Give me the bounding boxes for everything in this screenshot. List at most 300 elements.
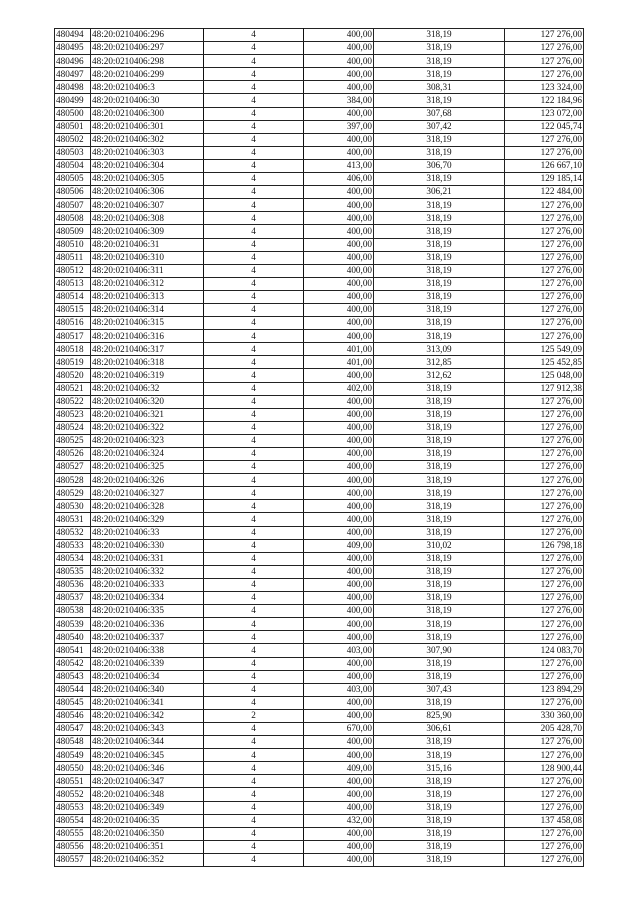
rate-value: 318,19: [374, 853, 505, 866]
table-row: [55, 421, 584, 434]
cadastral-number: 48:20:0210406:301: [91, 120, 204, 133]
area-value: 400,00: [304, 264, 374, 277]
count-value: 4: [204, 238, 304, 251]
cadastral-number: 48:20:0210406:349: [91, 801, 204, 814]
table-row: [55, 500, 584, 513]
table-row: [55, 683, 584, 696]
cadastral-number: 48:20:0210406:346: [91, 762, 204, 775]
rate-value: 318,19: [374, 212, 505, 225]
rate-value: 318,19: [374, 29, 505, 42]
row-number: 480550: [55, 762, 91, 775]
cadastral-number: 48:20:0210406:31: [91, 238, 204, 251]
count-value: 4: [204, 539, 304, 552]
table-row: [55, 592, 584, 605]
cadastral-number: 48:20:0210406:323: [91, 434, 204, 447]
cadastral-number: 48:20:0210406:318: [91, 356, 204, 369]
table-row: [55, 94, 584, 107]
rate-value: 318,19: [374, 775, 505, 788]
cadastral-number: 48:20:0210406:345: [91, 749, 204, 762]
count-value: 4: [204, 840, 304, 853]
cadastral-number: 48:20:0210406:33: [91, 526, 204, 539]
cadastral-number: 48:20:0210406:297: [91, 42, 204, 55]
count-value: 4: [204, 356, 304, 369]
table-row: [55, 827, 584, 840]
rate-value: 307,90: [374, 644, 505, 657]
cadastral-number: 48:20:0210406:309: [91, 225, 204, 238]
area-value: 400,00: [304, 500, 374, 513]
total-value: 125 048,00: [505, 369, 584, 382]
cadastral-number: 48:20:0210406:310: [91, 251, 204, 264]
count-value: 4: [204, 762, 304, 775]
rate-value: 318,19: [374, 801, 505, 814]
table-row: [55, 343, 584, 356]
count-value: 4: [204, 644, 304, 657]
cadastral-number: 48:20:0210406:302: [91, 133, 204, 146]
count-value: 4: [204, 801, 304, 814]
area-value: 400,00: [304, 303, 374, 316]
cadastral-number: 48:20:0210406:306: [91, 186, 204, 199]
total-value: 127 276,00: [505, 434, 584, 447]
total-value: 127 276,00: [505, 277, 584, 290]
rate-value: 308,31: [374, 81, 505, 94]
row-number: 480498: [55, 81, 91, 94]
count-value: 4: [204, 42, 304, 55]
count-value: 4: [204, 186, 304, 199]
total-value: 126 798,18: [505, 539, 584, 552]
table-row: [55, 644, 584, 657]
total-value: 127 276,00: [505, 827, 584, 840]
count-value: 4: [204, 578, 304, 591]
table-row: [55, 55, 584, 68]
cadastral-number: 48:20:0210406:325: [91, 461, 204, 474]
table-row: [55, 133, 584, 146]
table-row: [55, 264, 584, 277]
total-value: 127 276,00: [505, 225, 584, 238]
cadastral-number: 48:20:0210406:348: [91, 788, 204, 801]
row-number: 480514: [55, 290, 91, 303]
count-value: 4: [204, 696, 304, 709]
area-value: 400,00: [304, 29, 374, 42]
rate-value: 310,02: [374, 539, 505, 552]
total-value: 127 276,00: [505, 605, 584, 618]
area-value: 400,00: [304, 146, 374, 159]
count-value: 4: [204, 317, 304, 330]
area-value: 400,00: [304, 107, 374, 120]
row-number: 480533: [55, 539, 91, 552]
area-value: 400,00: [304, 369, 374, 382]
total-value: 125 549,09: [505, 343, 584, 356]
table-row: [55, 186, 584, 199]
cadastral-number: 48:20:0210406:319: [91, 369, 204, 382]
rate-value: 318,19: [374, 461, 505, 474]
area-value: 400,00: [304, 199, 374, 212]
table-row: [55, 356, 584, 369]
table-row: [55, 605, 584, 618]
cadastral-number: 48:20:0210406:315: [91, 317, 204, 330]
row-number: 480525: [55, 434, 91, 447]
cadastral-number: 48:20:0210406:342: [91, 709, 204, 722]
table-row: [55, 448, 584, 461]
total-value: 127 276,00: [505, 461, 584, 474]
row-number: 480557: [55, 853, 91, 866]
rate-value: 318,19: [374, 238, 505, 251]
total-value: 127 276,00: [505, 657, 584, 670]
count-value: 4: [204, 814, 304, 827]
rate-value: 318,19: [374, 578, 505, 591]
row-number: 480505: [55, 173, 91, 186]
count-value: 4: [204, 29, 304, 42]
row-number: 480520: [55, 369, 91, 382]
total-value: 205 428,70: [505, 722, 584, 735]
area-value: 670,00: [304, 722, 374, 735]
table-row: [55, 68, 584, 81]
table-row: [55, 801, 584, 814]
table-row: [55, 840, 584, 853]
row-number: 480522: [55, 395, 91, 408]
area-value: 409,00: [304, 762, 374, 775]
cadastral-number: 48:20:0210406:321: [91, 408, 204, 421]
table-row: [55, 159, 584, 172]
area-value: 400,00: [304, 290, 374, 303]
row-number: 480510: [55, 238, 91, 251]
table-row: [55, 814, 584, 827]
table-row: [55, 539, 584, 552]
area-value: 400,00: [304, 526, 374, 539]
rate-value: 307,42: [374, 120, 505, 133]
row-number: 480544: [55, 683, 91, 696]
row-number: 480526: [55, 448, 91, 461]
row-number: 480516: [55, 317, 91, 330]
cadastral-number: 48:20:0210406:30: [91, 94, 204, 107]
area-value: 403,00: [304, 644, 374, 657]
count-value: 4: [204, 159, 304, 172]
rate-value: 318,19: [374, 631, 505, 644]
area-value: 400,00: [304, 42, 374, 55]
cadastral-number: 48:20:0210406:317: [91, 343, 204, 356]
cadastral-number: 48:20:0210406:347: [91, 775, 204, 788]
total-value: 129 185,14: [505, 173, 584, 186]
row-number: 480527: [55, 461, 91, 474]
area-value: 400,00: [304, 238, 374, 251]
area-value: 400,00: [304, 552, 374, 565]
table-row: [55, 775, 584, 788]
table-row: [55, 618, 584, 631]
table-row: [55, 238, 584, 251]
cadastral-number: 48:20:0210406:344: [91, 736, 204, 749]
table-row: [55, 303, 584, 316]
area-value: 400,00: [304, 827, 374, 840]
count-value: 4: [204, 513, 304, 526]
row-number: 480547: [55, 722, 91, 735]
cadastral-number: 48:20:0210406:341: [91, 696, 204, 709]
table-row: [55, 29, 584, 42]
area-value: 400,00: [304, 448, 374, 461]
row-number: 480554: [55, 814, 91, 827]
rate-value: 315,16: [374, 762, 505, 775]
table-row: [55, 657, 584, 670]
count-value: 4: [204, 107, 304, 120]
row-number: 480497: [55, 68, 91, 81]
table-row: [55, 709, 584, 722]
table-row: [55, 199, 584, 212]
area-value: 400,00: [304, 474, 374, 487]
cadastral-number: 48:20:0210406:304: [91, 159, 204, 172]
rate-value: 306,21: [374, 186, 505, 199]
count-value: 4: [204, 133, 304, 146]
row-number: 480543: [55, 670, 91, 683]
total-value: 127 276,00: [505, 42, 584, 55]
count-value: 4: [204, 683, 304, 696]
row-number: 480508: [55, 212, 91, 225]
cadastral-number: 48:20:0210406:308: [91, 212, 204, 225]
table-row: [55, 369, 584, 382]
row-number: 480519: [55, 356, 91, 369]
count-value: 4: [204, 330, 304, 343]
row-number: 480555: [55, 827, 91, 840]
total-value: 127 276,00: [505, 749, 584, 762]
cadastral-number: 48:20:0210406:326: [91, 474, 204, 487]
table-row: [55, 513, 584, 526]
count-value: 4: [204, 55, 304, 68]
row-number: 480521: [55, 382, 91, 395]
area-value: 400,00: [304, 605, 374, 618]
total-value: 123 072,00: [505, 107, 584, 120]
area-value: 400,00: [304, 133, 374, 146]
area-value: 400,00: [304, 212, 374, 225]
count-value: 4: [204, 225, 304, 238]
rate-value: 318,19: [374, 474, 505, 487]
count-value: 4: [204, 448, 304, 461]
row-number: 480542: [55, 657, 91, 670]
table-body: [55, 29, 584, 867]
count-value: 4: [204, 173, 304, 186]
table-row: [55, 749, 584, 762]
row-number: 480549: [55, 749, 91, 762]
total-value: 127 276,00: [505, 29, 584, 42]
row-number: 480531: [55, 513, 91, 526]
rate-value: 318,19: [374, 264, 505, 277]
total-value: 127 276,00: [505, 133, 584, 146]
cadastral-number: 48:20:0210406:316: [91, 330, 204, 343]
area-value: 400,00: [304, 696, 374, 709]
rate-value: 318,19: [374, 173, 505, 186]
row-number: 480501: [55, 120, 91, 133]
table-row: [55, 120, 584, 133]
total-value: 127 276,00: [505, 487, 584, 500]
area-value: 400,00: [304, 631, 374, 644]
cadastral-number: 48:20:0210406:35: [91, 814, 204, 827]
rate-value: 318,19: [374, 814, 505, 827]
area-value: 397,00: [304, 120, 374, 133]
area-value: 400,00: [304, 487, 374, 500]
area-value: 400,00: [304, 592, 374, 605]
count-value: 4: [204, 565, 304, 578]
total-value: 127 276,00: [505, 146, 584, 159]
area-value: 400,00: [304, 513, 374, 526]
count-value: 4: [204, 736, 304, 749]
cadastral-number: 48:20:0210406:3: [91, 81, 204, 94]
rate-value: 318,19: [374, 526, 505, 539]
row-number: 480495: [55, 42, 91, 55]
area-value: 400,00: [304, 395, 374, 408]
total-value: 137 458,08: [505, 814, 584, 827]
cadastral-number: 48:20:0210406:334: [91, 592, 204, 605]
area-value: 400,00: [304, 55, 374, 68]
cadastral-number: 48:20:0210406:330: [91, 539, 204, 552]
table-row: [55, 487, 584, 500]
table-row: [55, 552, 584, 565]
cadastral-number: 48:20:0210406:314: [91, 303, 204, 316]
row-number: 480551: [55, 775, 91, 788]
table-row: [55, 173, 584, 186]
rate-value: 318,19: [374, 395, 505, 408]
cadastral-number: 48:20:0210406:305: [91, 173, 204, 186]
cadastral-number: 48:20:0210406:350: [91, 827, 204, 840]
area-value: 400,00: [304, 618, 374, 631]
count-value: 4: [204, 605, 304, 618]
total-value: 127 276,00: [505, 578, 584, 591]
row-number: 480538: [55, 605, 91, 618]
total-value: 127 276,00: [505, 448, 584, 461]
table-row: [55, 670, 584, 683]
cadastral-number: 48:20:0210406:324: [91, 448, 204, 461]
table-row: [55, 251, 584, 264]
row-number: 480545: [55, 696, 91, 709]
total-value: 127 276,00: [505, 55, 584, 68]
count-value: 4: [204, 827, 304, 840]
cadastral-number: 48:20:0210406:300: [91, 107, 204, 120]
rate-value: 318,19: [374, 382, 505, 395]
table-row: [55, 762, 584, 775]
total-value: 127 276,00: [505, 251, 584, 264]
total-value: 127 276,00: [505, 696, 584, 709]
area-value: 400,00: [304, 251, 374, 264]
count-value: 4: [204, 749, 304, 762]
count-value: 4: [204, 421, 304, 434]
cadastral-number: 48:20:0210406:322: [91, 421, 204, 434]
rate-value: 318,19: [374, 303, 505, 316]
cadastral-number: 48:20:0210406:320: [91, 395, 204, 408]
rate-value: 318,19: [374, 251, 505, 264]
rate-value: 318,19: [374, 68, 505, 81]
rate-value: 318,19: [374, 317, 505, 330]
cadastral-number: 48:20:0210406:303: [91, 146, 204, 159]
table-row: [55, 81, 584, 94]
total-value: 127 912,38: [505, 382, 584, 395]
area-value: 406,00: [304, 173, 374, 186]
count-value: 4: [204, 631, 304, 644]
cadastral-number: 48:20:0210406:299: [91, 68, 204, 81]
area-value: 409,00: [304, 539, 374, 552]
count-value: 4: [204, 146, 304, 159]
table-row: [55, 565, 584, 578]
cadastral-number: 48:20:0210406:307: [91, 199, 204, 212]
count-value: 4: [204, 788, 304, 801]
row-number: 480506: [55, 186, 91, 199]
area-value: 400,00: [304, 657, 374, 670]
rate-value: 318,19: [374, 277, 505, 290]
rate-value: 307,68: [374, 107, 505, 120]
cadastral-number: 48:20:0210406:331: [91, 552, 204, 565]
row-number: 480539: [55, 618, 91, 631]
count-value: 4: [204, 81, 304, 94]
count-value: 4: [204, 264, 304, 277]
area-value: 400,00: [304, 565, 374, 578]
rate-value: 306,61: [374, 722, 505, 735]
total-value: 127 276,00: [505, 801, 584, 814]
cadastral-number: 48:20:0210406:351: [91, 840, 204, 853]
table-row: [55, 42, 584, 55]
rate-value: 306,70: [374, 159, 505, 172]
row-number: 480548: [55, 736, 91, 749]
area-value: 384,00: [304, 94, 374, 107]
table-row: [55, 526, 584, 539]
rate-value: 318,19: [374, 552, 505, 565]
table-row: [55, 461, 584, 474]
total-value: 127 276,00: [505, 788, 584, 801]
area-value: 400,00: [304, 775, 374, 788]
cadastral-number: 48:20:0210406:340: [91, 683, 204, 696]
rate-value: 318,19: [374, 225, 505, 238]
table-row: [55, 317, 584, 330]
area-value: 400,00: [304, 461, 374, 474]
total-value: 127 276,00: [505, 500, 584, 513]
rate-value: 318,19: [374, 133, 505, 146]
rate-value: 318,19: [374, 55, 505, 68]
row-number: 480504: [55, 159, 91, 172]
row-number: 480530: [55, 500, 91, 513]
table-row: [55, 788, 584, 801]
cadastral-number: 48:20:0210406:335: [91, 605, 204, 618]
table-row: [55, 330, 584, 343]
table-row: [55, 434, 584, 447]
row-number: 480512: [55, 264, 91, 277]
total-value: 127 276,00: [505, 631, 584, 644]
count-value: 2: [204, 709, 304, 722]
table-row: [55, 225, 584, 238]
rate-value: 318,19: [374, 199, 505, 212]
cadastral-number: 48:20:0210406:337: [91, 631, 204, 644]
count-value: 4: [204, 474, 304, 487]
row-number: 480552: [55, 788, 91, 801]
row-number: 480537: [55, 592, 91, 605]
table-row: [55, 290, 584, 303]
row-number: 480499: [55, 94, 91, 107]
row-number: 480529: [55, 487, 91, 500]
total-value: 123 324,00: [505, 81, 584, 94]
cadastral-number: 48:20:0210406:34: [91, 670, 204, 683]
rate-value: 318,19: [374, 94, 505, 107]
table-row: [55, 395, 584, 408]
area-value: 413,00: [304, 159, 374, 172]
cadastral-number: 48:20:0210406:339: [91, 657, 204, 670]
count-value: 4: [204, 526, 304, 539]
row-number: 480507: [55, 199, 91, 212]
rate-value: 318,19: [374, 736, 505, 749]
rate-value: 318,19: [374, 330, 505, 343]
count-value: 4: [204, 487, 304, 500]
area-value: 400,00: [304, 709, 374, 722]
row-number: 480536: [55, 578, 91, 591]
rate-value: 313,09: [374, 343, 505, 356]
rate-value: 318,19: [374, 592, 505, 605]
total-value: 124 083,70: [505, 644, 584, 657]
count-value: 4: [204, 382, 304, 395]
total-value: 127 276,00: [505, 199, 584, 212]
count-value: 4: [204, 290, 304, 303]
total-value: 127 276,00: [505, 264, 584, 277]
row-number: 480535: [55, 565, 91, 578]
